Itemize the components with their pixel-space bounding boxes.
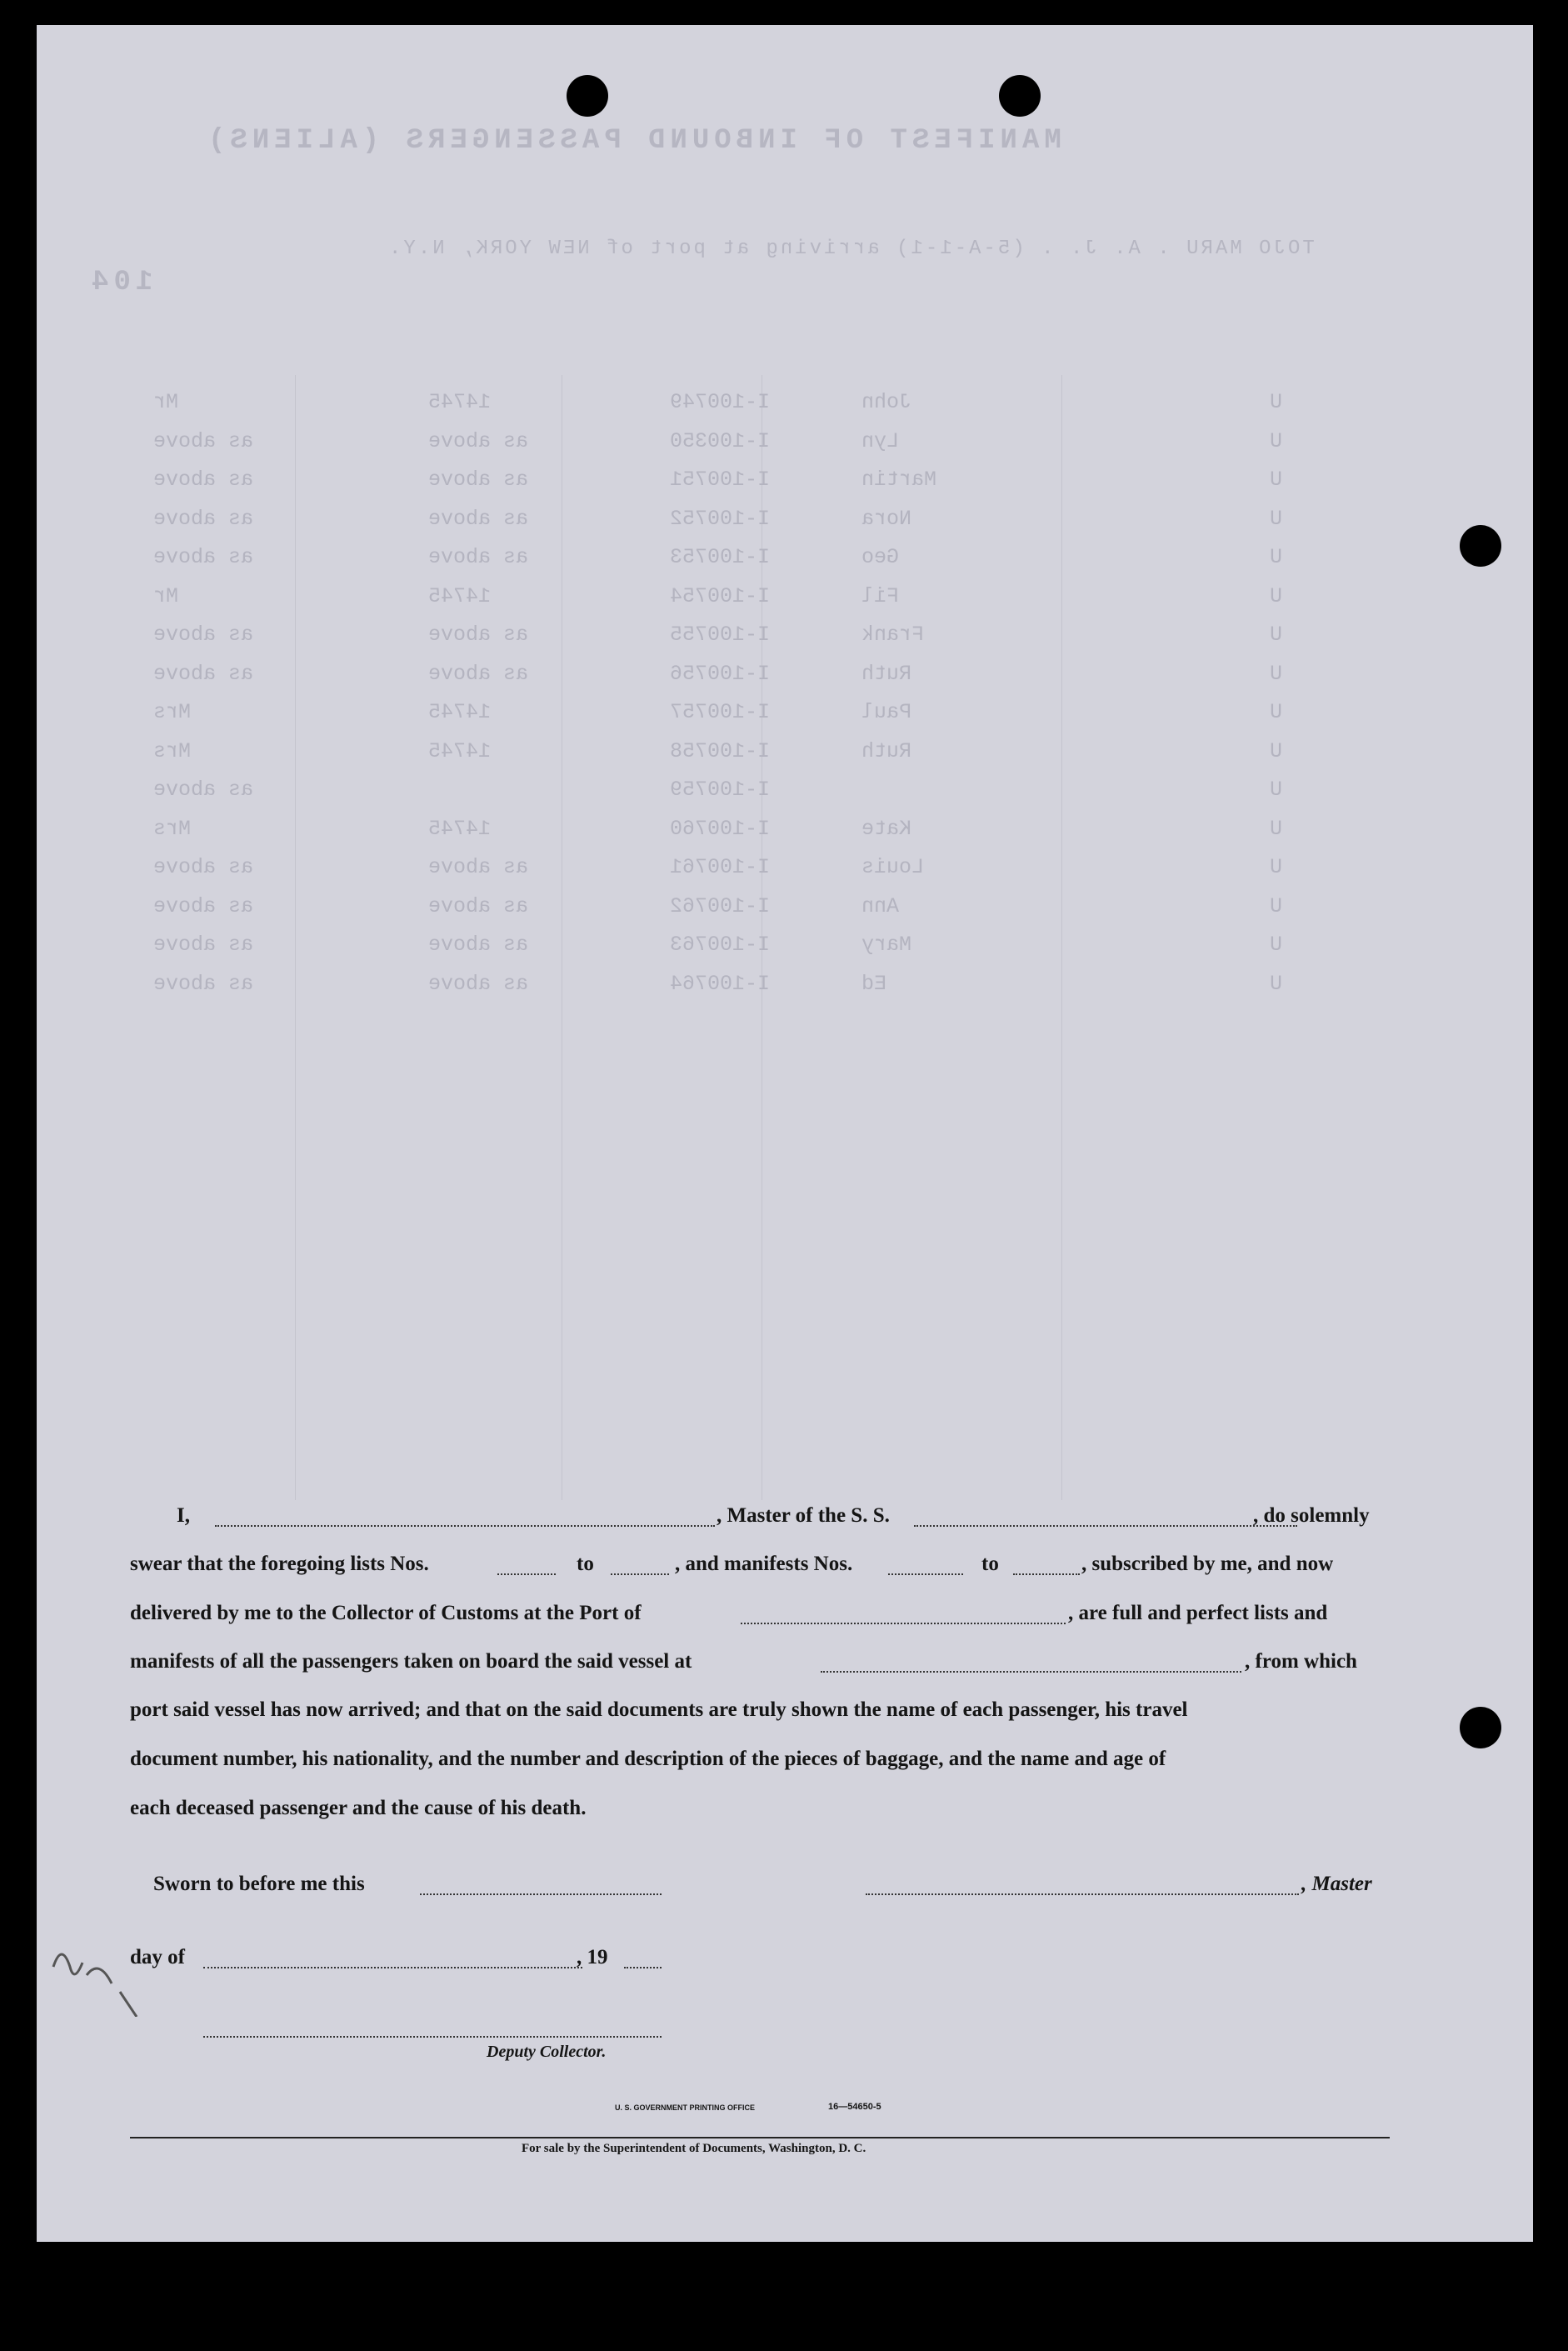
oath-line-2d: to: [981, 1553, 999, 1575]
ghost-cell: I-100764: [670, 971, 771, 996]
ghost-header-vessel: TOJO MARU . A. J. . (5-A-1-1) arriving at port of NEW YORK, N.Y.: [387, 238, 1315, 260]
year-label: , 19: [577, 1946, 608, 1968]
oath-manifests-from-blank: [888, 1573, 963, 1575]
ghost-cell: U: [1270, 893, 1283, 918]
ghost-cell: I-100757: [670, 700, 771, 724]
ghost-cell: U: [1270, 700, 1283, 724]
oath-line-4b: , from which: [1245, 1650, 1357, 1673]
ghost-cell: John: [861, 390, 912, 414]
ghost-cell: as above: [428, 623, 529, 647]
oath-line-1-pre: I,: [177, 1504, 190, 1527]
ghost-cell: I-100350: [670, 428, 771, 453]
ghost-cell: U: [1270, 623, 1283, 647]
ghost-cell: as above: [428, 545, 529, 569]
sale-notice: For sale by the Superintendent of Documents, Washington, D. C.: [522, 2142, 866, 2155]
ghost-row: [37, 429, 1533, 463]
ghost-cell: Mary: [861, 933, 912, 957]
ghost-cell: I-100759: [670, 778, 771, 802]
ghost-cell: I-100749: [670, 390, 771, 414]
ghost-header-title: MANIFEST OF INBOUND PASSENGERS (ALIENS): [203, 125, 1061, 157]
ghost-cell: as above: [153, 468, 254, 492]
master-signature-blank: [866, 1893, 1299, 1895]
year-blank: [624, 1967, 662, 1968]
punch-hole-top-left: [567, 75, 608, 117]
ghost-row: [37, 700, 1533, 733]
ghost-row: [37, 390, 1533, 423]
punch-hole-right-lower: [1460, 1707, 1501, 1748]
oath-line-2a: swear that the foregoing lists Nos.: [130, 1553, 429, 1575]
ghost-cell: Lyn: [861, 428, 900, 453]
ghost-cell: as above: [153, 623, 254, 647]
ghost-cell: as above: [153, 545, 254, 569]
oath-line-4a: manifests of all the passengers taken on board the said vessel at: [130, 1650, 692, 1673]
ghost-cell: I-100754: [670, 583, 771, 608]
ghost-cell: 14745: [428, 700, 492, 724]
ghost-cell: Nora: [861, 506, 912, 531]
ghost-cell: U: [1270, 583, 1283, 608]
ghost-cell: Ann: [861, 893, 900, 918]
ghost-cell: Fil: [861, 583, 900, 608]
day-of-blank: [203, 1967, 582, 1968]
oath-line-1-mid: , Master of the S. S.: [717, 1504, 890, 1527]
ghost-cell: 14745: [428, 390, 492, 414]
ghost-cell: Mrs: [153, 816, 192, 841]
ghost-cell: I-100755: [670, 623, 771, 647]
ghost-page-number: 104: [87, 267, 153, 298]
oath-master-name-blank: [215, 1525, 715, 1527]
oath-line-2e: , subscribed by me, and now: [1081, 1553, 1334, 1575]
ghost-cell: U: [1270, 971, 1283, 996]
ghost-cell: U: [1270, 738, 1283, 763]
ghost-cell: as above: [428, 661, 529, 686]
ghost-cell: U: [1270, 468, 1283, 492]
ghost-cell: U: [1270, 855, 1283, 879]
ghost-cell: as above: [153, 933, 254, 957]
oath-manifests-to-blank: [1013, 1573, 1080, 1575]
ghost-row: [37, 933, 1533, 966]
sworn-label: Sworn to before me this: [153, 1873, 365, 1895]
ghost-cell: 14745: [428, 583, 492, 608]
ghost-cell: as above: [153, 428, 254, 453]
ghost-cell: as above: [428, 933, 529, 957]
ghost-cell: I-100753: [670, 545, 771, 569]
ghost-cell: I-100763: [670, 933, 771, 957]
day-of-label: day of: [130, 1946, 185, 1968]
ghost-cell: U: [1270, 933, 1283, 957]
ghost-row: [37, 468, 1533, 501]
ghost-cell: as above: [153, 661, 254, 686]
ghost-cell: as above: [428, 855, 529, 879]
ghost-cell: Paul: [861, 700, 912, 724]
pencil-scribble: [37, 1917, 178, 2017]
ghost-cell: U: [1270, 428, 1283, 453]
oath-line-7: each deceased passenger and the cause of his death.: [130, 1797, 587, 1819]
ghost-row: [37, 817, 1533, 850]
oath-line-6: document number, his nationality, and the number and description of the pieces of baggage, and the name and age of: [130, 1748, 1166, 1770]
ghost-cell: Kate: [861, 816, 912, 841]
footer-rule: [130, 2137, 1390, 2138]
ghost-cell: Ruth: [861, 661, 912, 686]
ghost-cell: as above: [153, 893, 254, 918]
punch-hole-top-right: [999, 75, 1041, 117]
ghost-cell: Ruth: [861, 738, 912, 763]
ghost-row: [37, 972, 1533, 1005]
ghost-row: [37, 855, 1533, 888]
ghost-row: [37, 545, 1533, 578]
oath-lists-to-blank: [611, 1573, 669, 1575]
ghost-row: [37, 584, 1533, 618]
ghost-cell: U: [1270, 390, 1283, 414]
ghost-cell: U: [1270, 661, 1283, 686]
ghost-cell: U: [1270, 545, 1283, 569]
ghost-cell: U: [1270, 816, 1283, 841]
oath-line-2c: , and manifests Nos.: [675, 1553, 853, 1575]
oath-line-3b: , are full and perfect lists and: [1068, 1602, 1328, 1624]
ghost-cell: Mr: [153, 583, 179, 608]
oath-line-2b: to: [577, 1553, 594, 1575]
oath-line-3a: delivered by me to the Collector of Customs at the Port of: [130, 1602, 642, 1624]
ghost-cell: Mr: [153, 390, 179, 414]
ghost-cell: Ed: [861, 971, 887, 996]
ghost-cell: Louis: [861, 855, 925, 879]
oath-vessel-name-blank: [914, 1525, 1297, 1527]
ghost-cell: Frank: [861, 623, 925, 647]
ghost-row: [37, 507, 1533, 540]
ghost-cell: I-100752: [670, 506, 771, 531]
ghost-cell: as above: [428, 428, 529, 453]
ghost-cell: as above: [428, 468, 529, 492]
ghost-row: [37, 894, 1533, 928]
manifest-sheet: [37, 25, 1533, 2242]
ghost-row: [37, 623, 1533, 656]
gpo-imprint: U. S. GOVERNMENT PRINTING OFFICE: [615, 2103, 756, 2112]
deputy-collector-label: Deputy Collector.: [487, 2043, 607, 2061]
ghost-cell: as above: [153, 971, 254, 996]
ghost-cell: I-100751: [670, 468, 771, 492]
master-label: , Master: [1301, 1873, 1372, 1895]
ghost-row: [37, 778, 1533, 811]
ghost-cell: 14745: [428, 738, 492, 763]
oath-departure-port-blank: [821, 1671, 1241, 1673]
ghost-cell: as above: [428, 971, 529, 996]
ghost-cell: as above: [428, 893, 529, 918]
ghost-cell: 14745: [428, 816, 492, 841]
oath-lists-from-blank: [497, 1573, 556, 1575]
ghost-cell: I-100758: [670, 738, 771, 763]
sworn-date-blank: [420, 1893, 662, 1895]
ghost-cell: U: [1270, 506, 1283, 531]
ghost-cell: I-100762: [670, 893, 771, 918]
ghost-cell: Martin: [861, 468, 937, 492]
ghost-cell: as above: [153, 778, 254, 802]
ghost-cell: I-100760: [670, 816, 771, 841]
ghost-cell: Mrs: [153, 700, 192, 724]
ghost-cell: Mrs: [153, 738, 192, 763]
ghost-cell: U: [1270, 778, 1283, 802]
ghost-cell: as above: [428, 506, 529, 531]
ghost-cell: I-100756: [670, 661, 771, 686]
ghost-cell: I-100761: [670, 855, 771, 879]
ghost-cell: as above: [153, 506, 254, 531]
ghost-cell: Geo: [861, 545, 900, 569]
deputy-collector-signature-blank: [203, 2036, 662, 2038]
ghost-cell: as above: [153, 855, 254, 879]
oath-line-5: port said vessel has now arrived; and that on the said documents are truly shown the name of each passenger, his travel: [130, 1698, 1188, 1721]
ghost-row: [37, 662, 1533, 695]
ghost-row: [37, 739, 1533, 773]
form-code: 16—54650-5: [828, 2102, 881, 2112]
oath-port-blank: [741, 1623, 1066, 1624]
oath-line-1-post: , do solemnly: [1253, 1504, 1370, 1527]
